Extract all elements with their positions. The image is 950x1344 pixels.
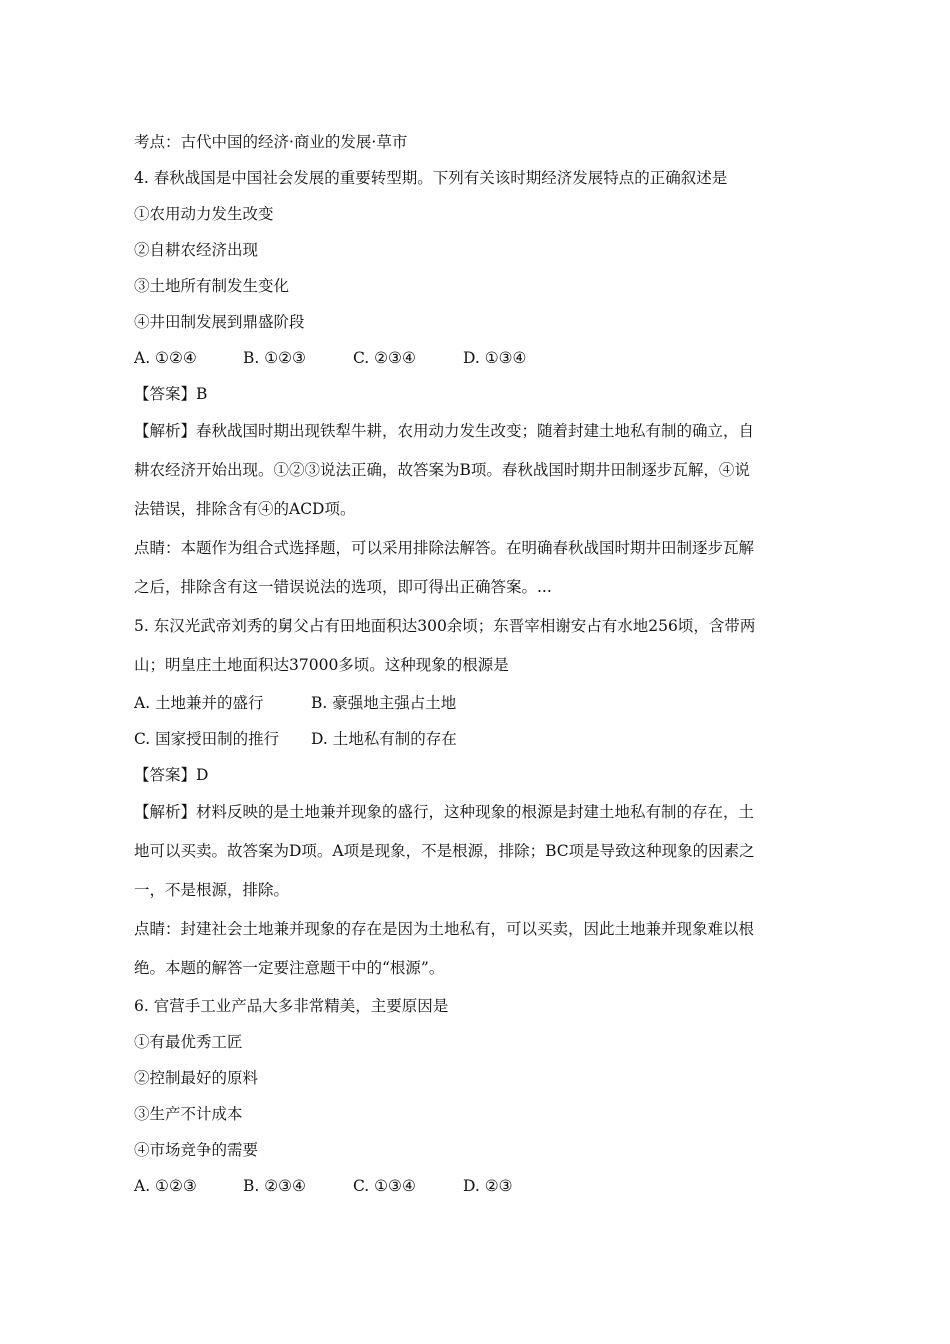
q5-analysis-line-1: 【解析】材料反映的是土地兼并现象的盛行，这种现象的根源是封建土地私有制的存在，土 bbox=[134, 803, 755, 821]
q5-tip-line-2: 绝。本题的解答一定要注意题干中的“根源”。 bbox=[134, 959, 445, 977]
q4-tip-line-1: 点睛：本题作为组合式选择题，可以采用排除法解答。在明确春秋战国时期井田制逐步瓦解 bbox=[134, 539, 755, 557]
q4-options bbox=[134, 340, 816, 376]
q6-options bbox=[134, 1168, 816, 1204]
q6-stem: 6. 官营手工业产品大多非常精美，主要原因是 bbox=[134, 997, 449, 1015]
q5-analysis-line-2: 地可以买卖。故答案为D项。A项是现象，不是根源，排除；BC项是导致这种现象的因素之 bbox=[134, 842, 755, 860]
q4-analysis-line-1: 【解析】春秋战国时期出现铁犁牛耕，农用动力发生改变；随着封建土地私有制的确立，自 bbox=[134, 422, 755, 440]
kaodian-line: 考点：古代中国的经济·商业的发展·草市 bbox=[134, 133, 408, 151]
q5-tip-line-1: 点睛：封建社会土地兼并现象的存在是因为土地私有，可以买卖，因此土地兼并现象难以根 bbox=[134, 920, 755, 938]
document-content bbox=[134, 124, 816, 1204]
q6-item-2: ②控制最好的原料 bbox=[134, 1069, 259, 1087]
q5-options-row-1 bbox=[134, 685, 816, 721]
q5-stem-line-2: 山；明皇庄土地面积达37000多顷。这种现象的根源是 bbox=[134, 656, 509, 674]
q4-option-c: C. ②③④ bbox=[353, 349, 416, 367]
q6-option-d: D. ②③ bbox=[463, 1177, 513, 1195]
q4-item-3: ③土地所有制发生变化 bbox=[134, 277, 290, 295]
q6-item-1: ①有最优秀工匠 bbox=[134, 1033, 243, 1051]
q4-option-a: A. ①②④ bbox=[134, 349, 197, 367]
q6-option-c: C. ①③④ bbox=[353, 1177, 416, 1195]
q4-option-b: B. ①②③ bbox=[243, 349, 306, 367]
q4-stem: 4. 春秋战国是中国社会发展的重要转型期。下列有关该时期经济发展特点的正确叙述是 bbox=[134, 169, 728, 187]
q4-analysis-line-3: 法错误，排除含有④的ACD项。 bbox=[134, 500, 356, 518]
q6-item-3: ③生产不计成本 bbox=[134, 1105, 243, 1123]
q5-option-d: D. 土地私有制的存在 bbox=[311, 730, 457, 748]
q4-item-2: ②自耕农经济出现 bbox=[134, 241, 259, 259]
q5-analysis-line-3: 一，不是根源，排除。 bbox=[134, 881, 290, 899]
q5-option-b: B. 豪强地主强占土地 bbox=[311, 694, 457, 712]
q5-options-row-2 bbox=[134, 721, 816, 757]
q4-tip-line-2: 之后，排除含有这一错误说法的选项，即可得出正确答案。... bbox=[134, 578, 552, 596]
q6-item-4: ④市场竞争的需要 bbox=[134, 1141, 259, 1159]
q4-analysis-line-2: 耕农经济开始出现。①②③说法正确，故答案为B项。春秋战国时期井田制逐步瓦解，④说 bbox=[134, 461, 750, 479]
q5-option-a: A. 土地兼并的盛行 bbox=[134, 694, 264, 712]
q5-option-c: C. 国家授田制的推行 bbox=[134, 730, 280, 748]
q4-item-1: ①农用动力发生改变 bbox=[134, 205, 274, 223]
q4-item-4: ④井田制发展到鼎盛阶段 bbox=[134, 313, 305, 331]
q6-option-b: B. ②③④ bbox=[243, 1177, 306, 1195]
q5-answer: 【答案】D bbox=[134, 766, 209, 784]
q4-answer: 【答案】B bbox=[134, 385, 208, 403]
q5-stem-line-1: 5. 东汉光武帝刘秀的舅父占有田地面积达300余顷；东晋宰相谢安占有水地256顷，含带两 bbox=[134, 617, 756, 635]
q6-option-a: A. ①②③ bbox=[134, 1177, 197, 1195]
q4-option-d: D. ①③④ bbox=[463, 349, 527, 367]
